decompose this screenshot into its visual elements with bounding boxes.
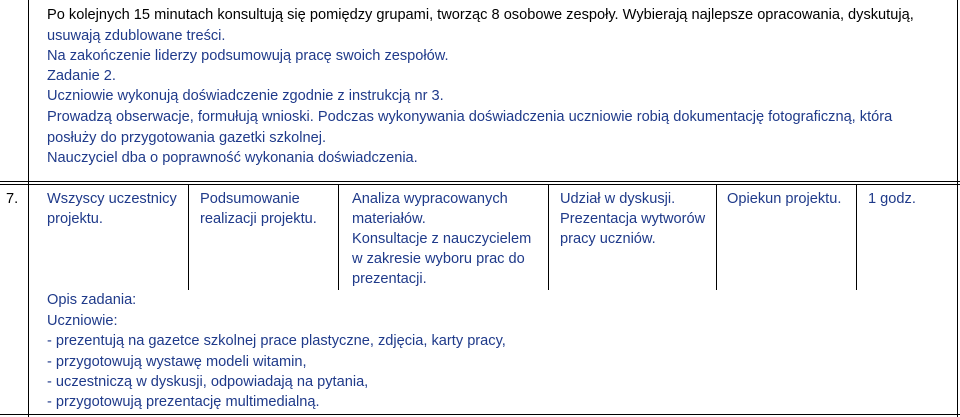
table-right-border <box>957 0 958 417</box>
task-title: Opis zadania: <box>47 292 137 308</box>
table-bottom-border <box>0 414 960 415</box>
table-left-border <box>28 0 29 417</box>
topic-line: realizacji projektu. <box>200 211 317 227</box>
methods-line: Konsultacje z nauczycielem <box>352 231 532 247</box>
upper-text-line: Nauczyciel dba o poprawność wykonania doświadczenia. <box>47 150 418 166</box>
topic-line: Podsumowanie <box>200 191 300 207</box>
task-item: - przygotowują prezentację multimedialną. <box>47 394 320 410</box>
row-separator-inner <box>0 184 960 185</box>
methods-line: materiałów. <box>352 211 426 227</box>
methods-line: prezentacji. <box>352 271 427 287</box>
responsible-person: Opiekun projektu. <box>727 191 842 207</box>
column-divider <box>548 184 549 290</box>
column-divider <box>856 184 857 290</box>
column-divider <box>188 184 189 290</box>
outcomes-line: Prezentacja wytworów <box>560 211 706 227</box>
participants-line: Wszyscy uczestnicy <box>47 191 177 207</box>
outcomes-line: pracy uczniów. <box>560 231 656 247</box>
row-separator <box>0 181 960 182</box>
row-number: 7. <box>6 191 19 207</box>
task-item: - prezentują na gazetce szkolnej prace plastyczne, zdjęcia, karty pracy, <box>47 333 506 349</box>
upper-text-line: Uczniowie wykonują doświadczenie zgodnie z instrukcją nr 3. <box>47 88 444 104</box>
task-item: - uczestniczą w dyskusji, odpowiadają na pytania, <box>47 374 369 390</box>
methods-line: Analiza wypracowanych <box>352 191 508 207</box>
participants-line: projektu. <box>47 211 103 227</box>
upper-text-line: usuwają zdublowane treści. <box>47 28 226 44</box>
outcomes-line: Udział w dyskusji. <box>560 191 676 207</box>
time-allocation: 1 godz. <box>868 191 916 207</box>
task-subtitle: Uczniowie: <box>47 313 118 329</box>
upper-text-line: Prowadzą obserwacje, formułują wnioski. Podczas wykonywania doświadczenia uczniowie robią dokumentację fotograficzną, która <box>47 109 893 125</box>
task-item: - przygotowują wystawę modeli witamin, <box>47 354 307 370</box>
upper-text-line: posłuży do przygotowania gazetki szkolnej. <box>47 130 327 146</box>
column-divider <box>716 184 717 290</box>
methods-line: w zakresie wyboru prac do <box>352 251 525 267</box>
upper-text-line: Na zakończenie liderzy podsumowują pracę swoich zespołów. <box>47 48 449 64</box>
upper-text-line: Zadanie 2. <box>47 68 116 84</box>
column-divider <box>338 184 339 290</box>
upper-text-line: Po kolejnych 15 minutach konsultują się pomiędzy grupami, tworząc 8 osobowe zespoły. Wybierają najlepsze opracowania, dyskutują, <box>47 7 914 23</box>
